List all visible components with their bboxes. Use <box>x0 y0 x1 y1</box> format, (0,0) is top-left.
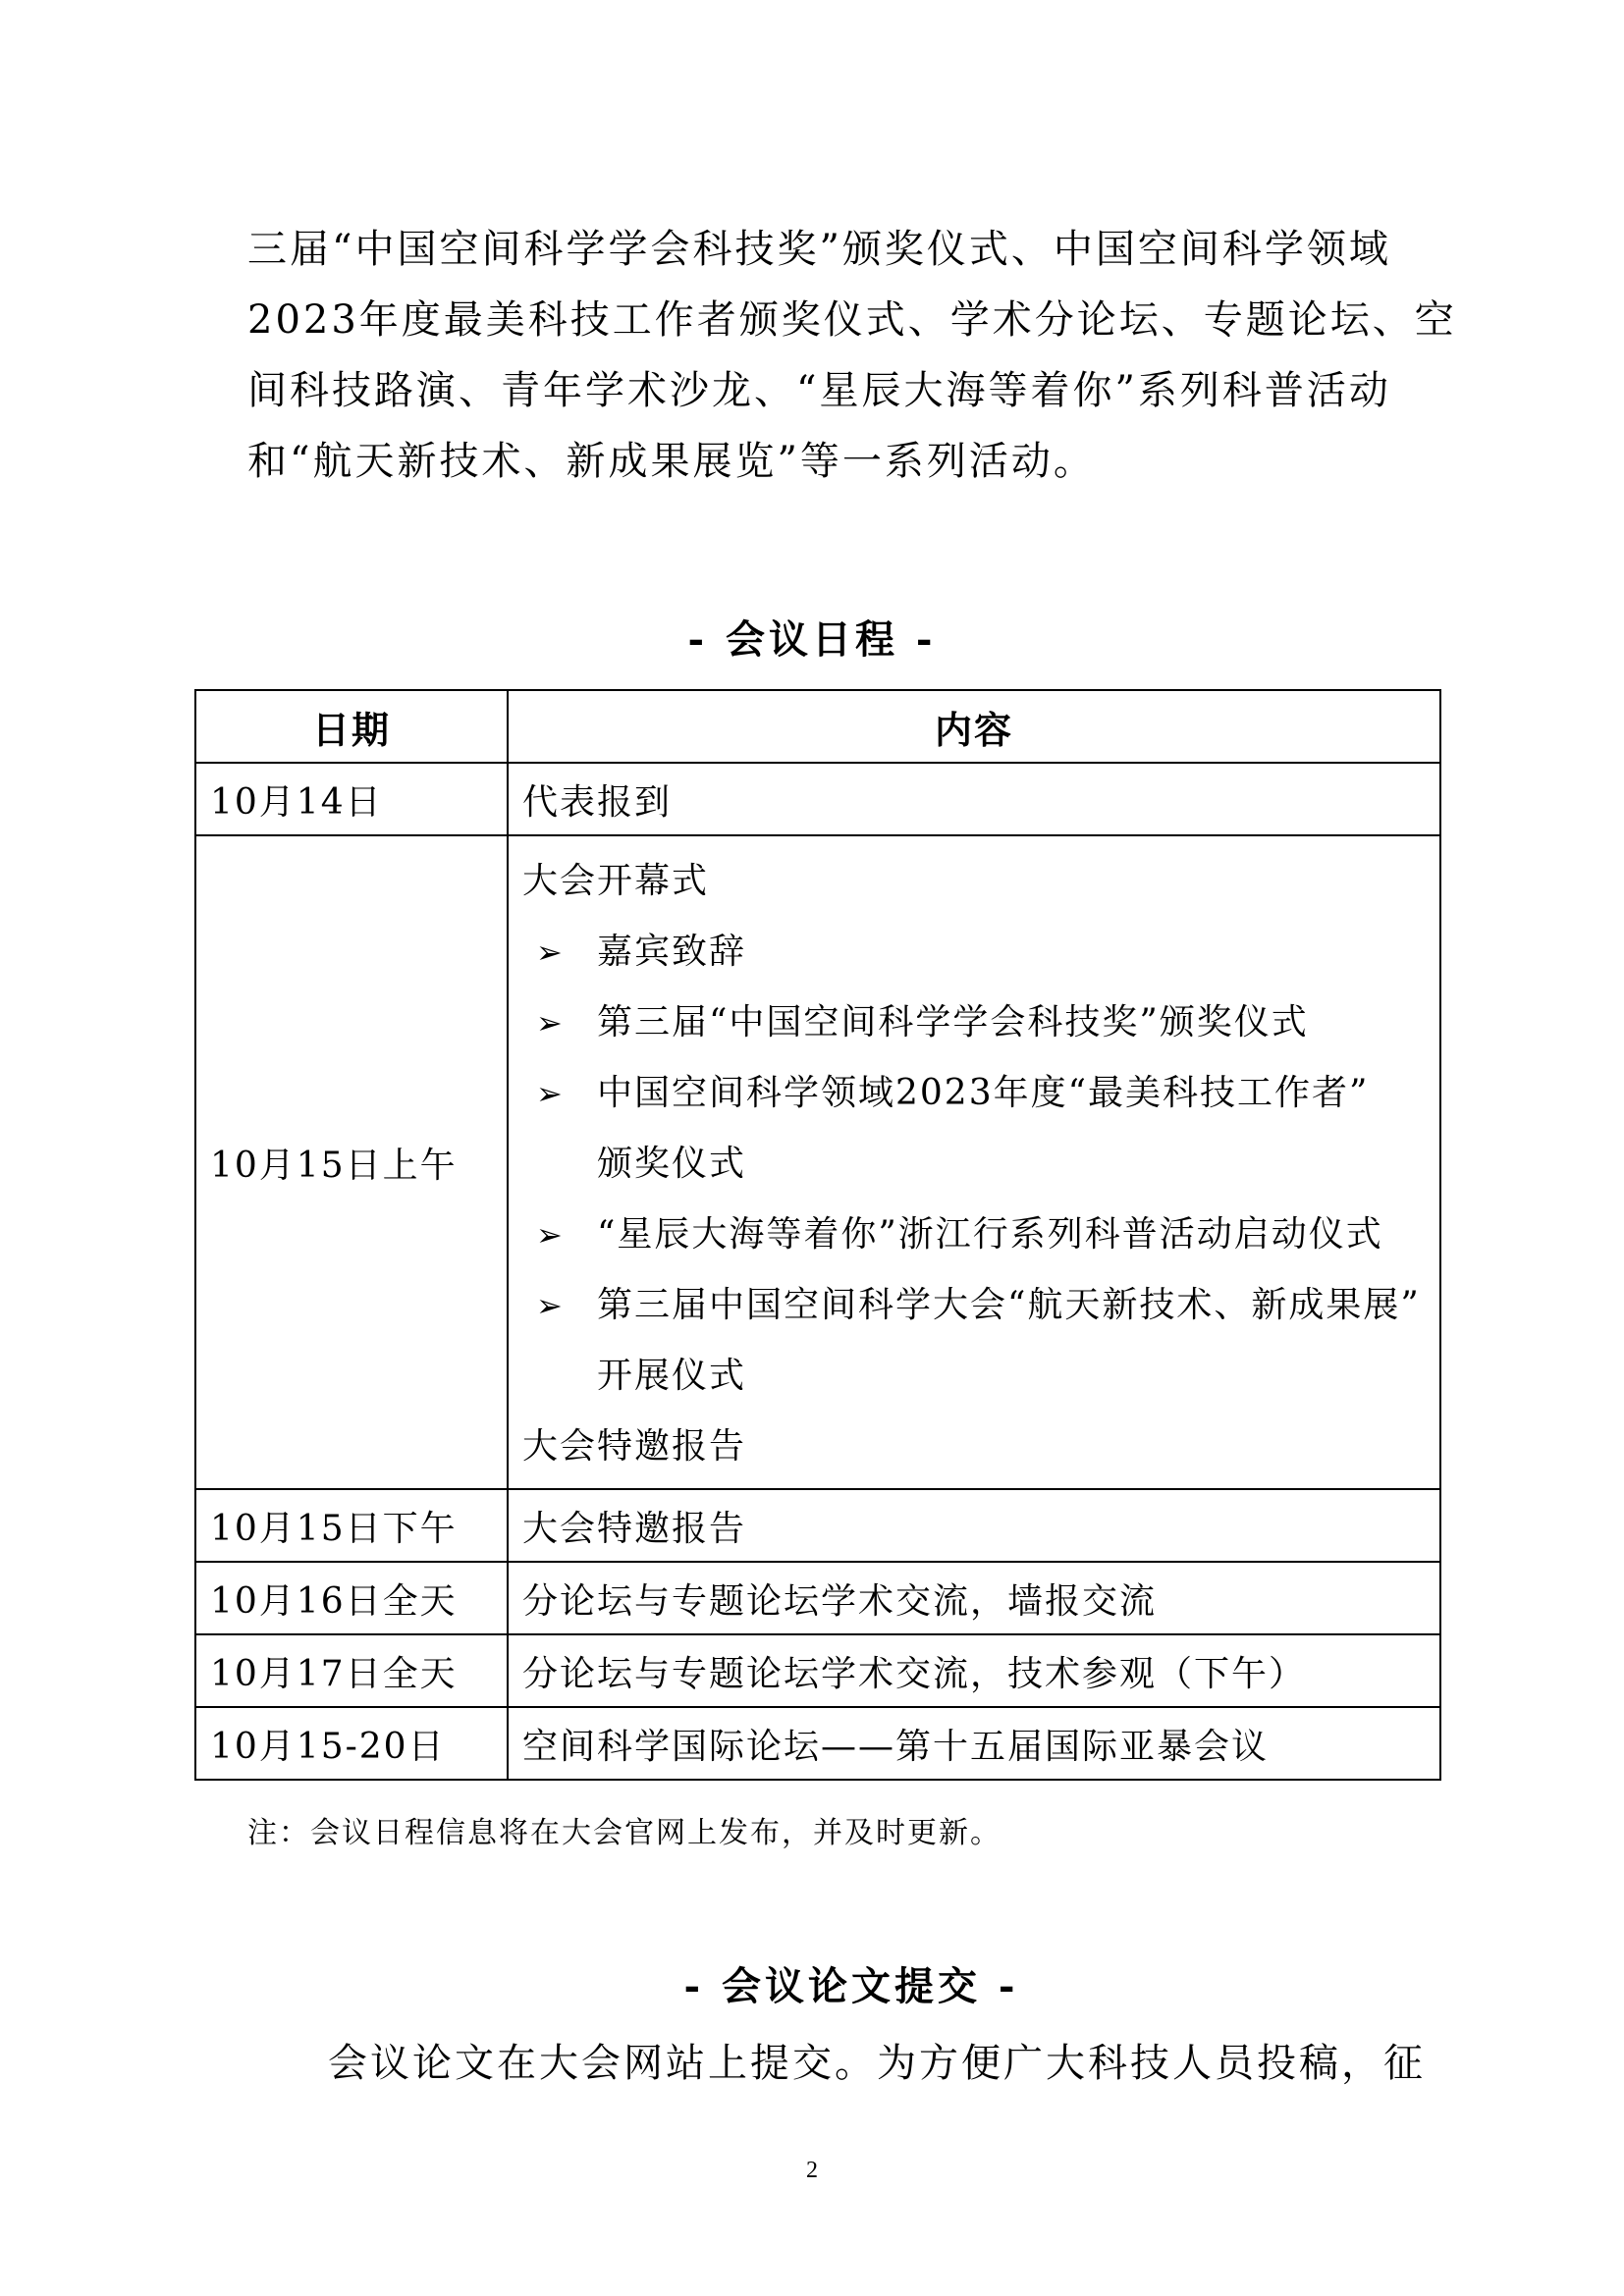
arrow-bullet-icon: ➢ <box>536 1287 565 1324</box>
arrow-bullet-icon: ➢ <box>536 1075 565 1112</box>
page-number: 2 <box>806 2158 818 2183</box>
row-content: 分论坛与专题论坛学术交流，技术参观（下午） <box>508 1634 1440 1707</box>
intro-line: 间科技路演、青年学术沙龙、“星辰大海等着你”系列科普活动 <box>247 368 1391 413</box>
header-content: 内容 <box>508 690 1440 763</box>
intro-line: 三届“中国空间科学学会科技奖”颁奖仪式、中国空间科学领域 <box>247 227 1391 272</box>
schedule-table <box>194 689 1441 1781</box>
table-row <box>195 835 1440 1489</box>
row-date: 10月17日全天 <box>195 1634 508 1707</box>
row-content: 空间科学国际论坛——第十五届国际亚暴会议 <box>508 1707 1440 1780</box>
agenda-bullet: ➢ 中国空间科学领域2023年度“最美科技工作者” 颁奖仪式 <box>522 1058 1426 1200</box>
intro-line: 和“航天新技术、新成果展览”等一系列活动。 <box>247 439 1096 484</box>
agenda-bullet: ➢ “星辰大海等着你”浙江行系列科普活动启动仪式 <box>522 1200 1426 1270</box>
row-date: 10月15-20日 <box>195 1707 508 1780</box>
table-row <box>195 763 1440 835</box>
table-row <box>195 1707 1440 1780</box>
papers-paragraph: 会议论文在大会网站上提交。为方便广大科技人员投稿，征 <box>328 2041 1426 2086</box>
row-date: 10月15日上午 <box>195 835 508 1489</box>
intro-line: 2023年度最美科技工作者颁奖仪式、学术分论坛、专题论坛、空 <box>247 297 1457 343</box>
table-row <box>195 1634 1440 1707</box>
papers-title: - 会议论文提交 - <box>683 1963 1019 2009</box>
table-header-row <box>195 690 1440 763</box>
agenda-bullet: ➢ 第三届“中国空间科学学会科技奖”颁奖仪式 <box>522 988 1426 1058</box>
schedule-note: 注：会议日程信息将在大会官网上发布，并及时更新。 <box>247 1816 1001 1850</box>
intro-paragraph <box>247 214 1457 497</box>
table-row <box>195 1489 1440 1562</box>
agenda-bullet: ➢ 第三届中国空间科学大会“航天新技术、新成果展” 开展仪式 <box>522 1270 1426 1412</box>
row-content: 分论坛与专题论坛学术交流，墙报交流 <box>508 1562 1440 1634</box>
row-content: 大会特邀报告 <box>508 1489 1440 1562</box>
table-row <box>195 1562 1440 1634</box>
row-date: 10月14日 <box>195 763 508 835</box>
opening-ceremony-label: 大会开幕式 <box>522 861 710 901</box>
row-date: 10月15日下午 <box>195 1489 508 1562</box>
arrow-bullet-icon: ➢ <box>536 1004 565 1041</box>
arrow-bullet-icon: ➢ <box>536 1216 565 1254</box>
agenda-bullet: ➢ 嘉宾致辞 <box>522 917 1426 988</box>
arrow-bullet-icon: ➢ <box>536 934 565 971</box>
row-content: 代表报到 <box>508 763 1440 835</box>
row-date: 10月16日全天 <box>195 1562 508 1634</box>
row-content <box>508 835 1440 1489</box>
keynote-label: 大会特邀报告 <box>522 1426 747 1467</box>
header-date: 日期 <box>195 690 508 763</box>
schedule-title: - 会议日程 - <box>687 616 937 663</box>
